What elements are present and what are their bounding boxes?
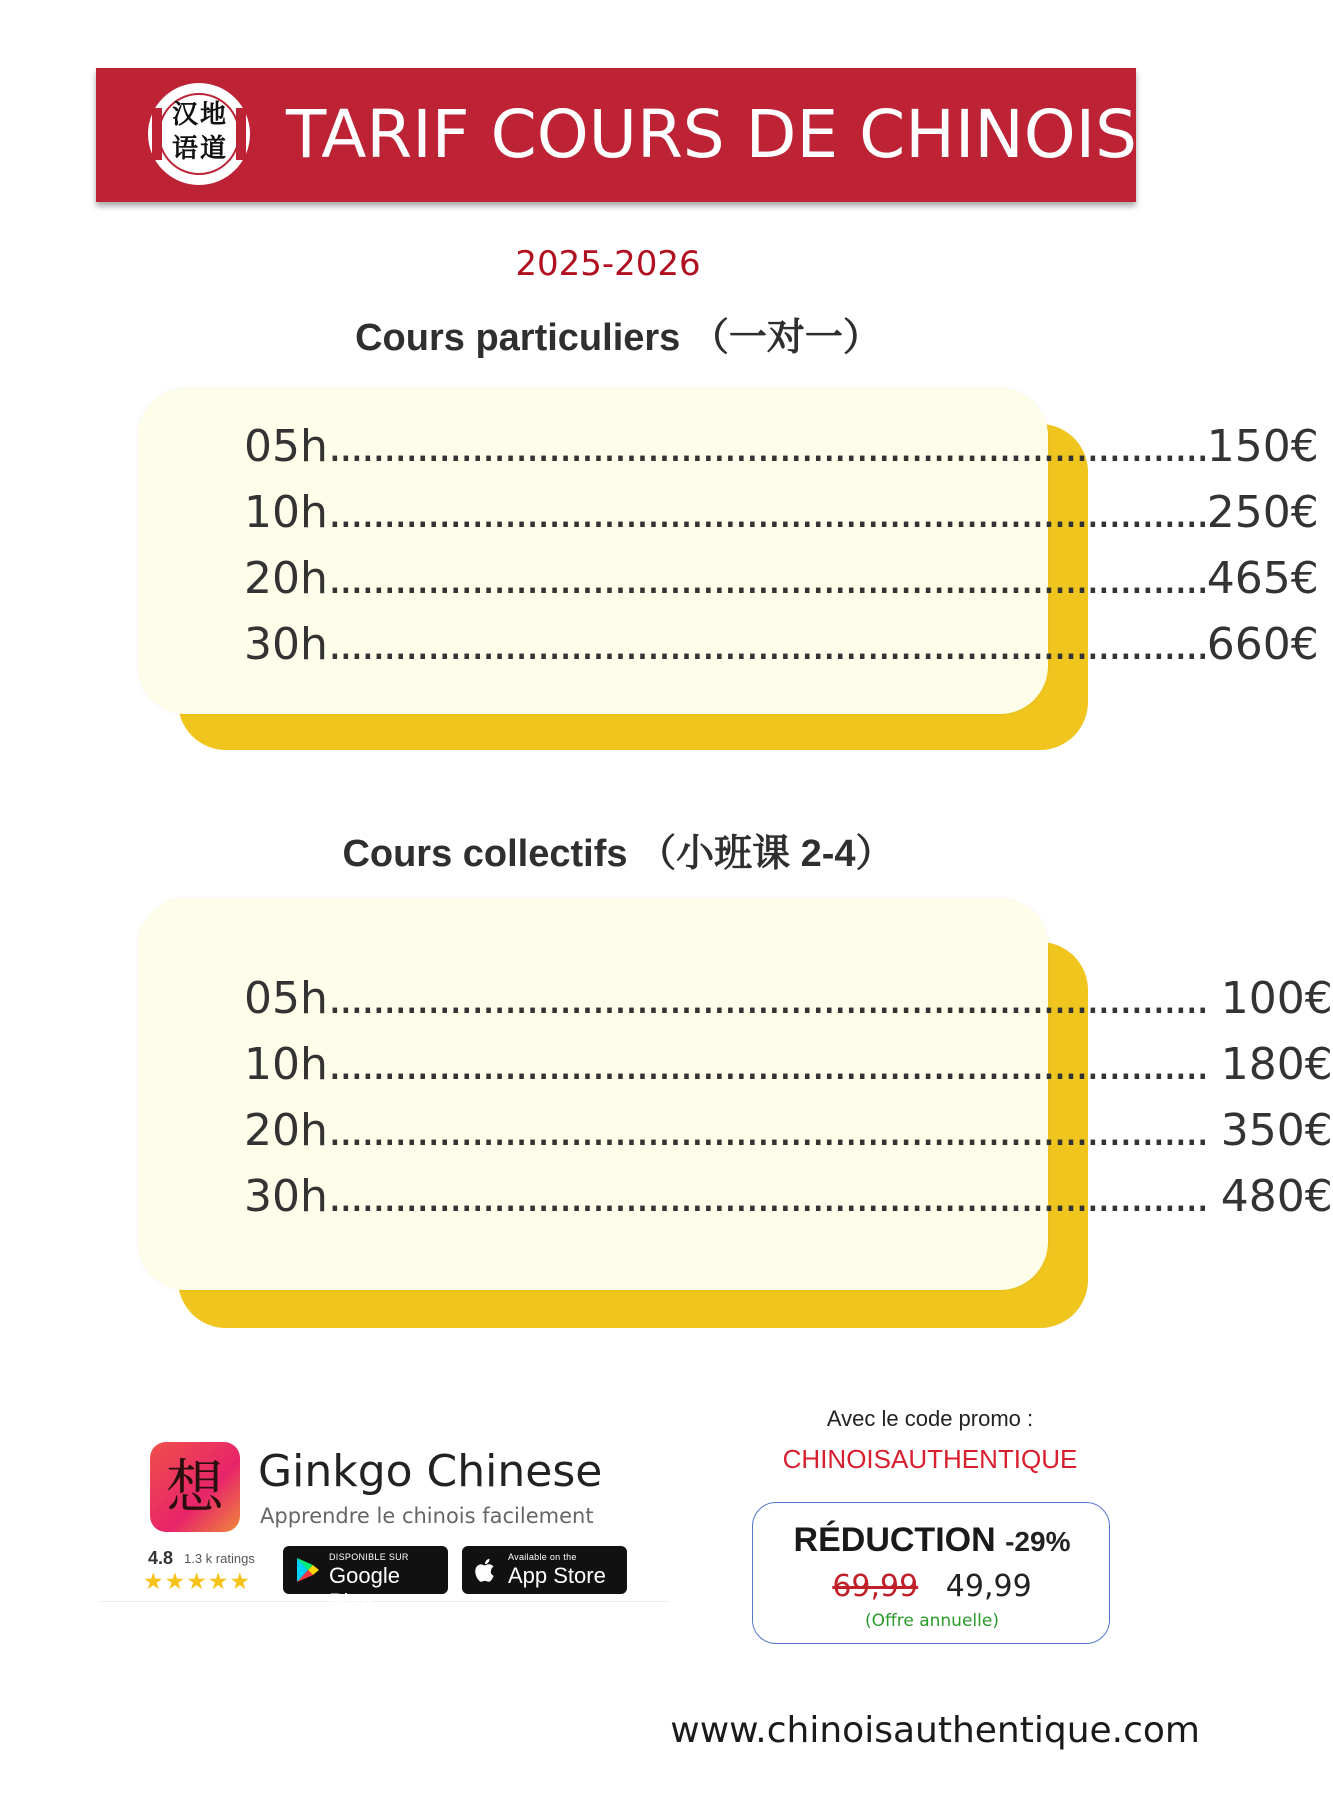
rating-count: 1.3 k ratings <box>184 1551 255 1566</box>
app-glyph: 想 <box>165 1453 224 1521</box>
price-row <box>244 966 1333 1032</box>
dot-leader: ................................................................................ <box>327 553 1207 604</box>
app-store-button[interactable] <box>462 1546 627 1594</box>
logo-left-bar <box>152 108 162 160</box>
duration: 30h <box>244 619 328 670</box>
website-link[interactable]: www.chinoisauthentique.com <box>670 1710 1200 1751</box>
price: 660€ <box>1206 619 1319 670</box>
price-row <box>244 1032 1333 1098</box>
reduction-heading <box>753 1521 1111 1560</box>
dot-leader: ................................................................................ <box>327 1105 1207 1156</box>
dot-leader: ................................................................................ <box>327 421 1207 472</box>
duration: 05h <box>244 421 328 472</box>
price-row <box>244 480 1319 546</box>
duration: 30h <box>244 1171 328 1222</box>
group-lessons-title: Cours collectifs （小班课 2-4） <box>342 833 894 875</box>
private-lessons-title: Cours particuliers （一对一） <box>355 317 881 359</box>
dot-leader: ................................................................................ <box>327 619 1207 670</box>
dot-leader: ................................................................................ <box>327 1039 1207 1090</box>
google-play-button[interactable] <box>283 1546 448 1614</box>
promo-prices <box>753 1569 1111 1604</box>
google-play-small-label: DISPONIBLE SUR <box>329 1552 409 1562</box>
price-row <box>244 546 1319 612</box>
price: 465€ <box>1206 553 1319 604</box>
dot-leader: ................................................................................ <box>327 487 1207 538</box>
price-row <box>244 1098 1333 1164</box>
app-icon[interactable] <box>150 1442 240 1532</box>
reduction-label: RÉDUCTION <box>793 1521 996 1559</box>
logo <box>148 83 250 185</box>
promo-code: CHINOISAUTHENTIQUE <box>782 1444 1078 1474</box>
price-row <box>244 1164 1333 1230</box>
duration: 10h <box>244 487 328 538</box>
header-banner <box>96 68 1136 202</box>
price: 350€ <box>1206 1105 1333 1156</box>
offer-note: (Offre annuelle) <box>865 1611 999 1631</box>
price: 100€ <box>1206 973 1333 1024</box>
promo-intro: Avec le code promo : <box>826 1406 1034 1431</box>
price: 480€ <box>1206 1171 1333 1222</box>
price-row <box>244 414 1319 480</box>
app-store-label: App Store <box>508 1563 606 1588</box>
price: 250€ <box>1206 487 1319 538</box>
dot-leader: ................................................................................ <box>327 973 1207 1024</box>
private-price-list <box>244 414 1319 678</box>
price-row <box>244 612 1319 678</box>
rating-value: 4.8 <box>148 1548 174 1568</box>
duration: 05h <box>244 973 328 1024</box>
duration: 20h <box>244 553 328 604</box>
apple-icon <box>472 1556 500 1584</box>
dot-leader: ................................................................................ <box>327 1171 1207 1222</box>
reduction-percent: -29% <box>1005 1526 1071 1557</box>
duration: 20h <box>244 1105 328 1156</box>
duration: 10h <box>244 1039 328 1090</box>
app-name: Ginkgo Chinese <box>258 1446 603 1497</box>
price: 150€ <box>1206 421 1319 472</box>
app-ad <box>100 1430 670 1614</box>
group-price-list <box>244 966 1333 1230</box>
app-tagline: Apprendre le chinois facilement <box>260 1504 594 1528</box>
school-year: 2025-2026 <box>515 244 701 284</box>
star-rating-icon: ★★★★★ <box>143 1569 252 1595</box>
play-triangle-icon <box>293 1556 321 1584</box>
new-price: 49,99 <box>945 1569 1032 1604</box>
google-play-label: Google Play <box>329 1563 400 1614</box>
logo-text: 汉地 语道 <box>171 100 228 164</box>
page-title: TARIF COURS DE CHINOIS <box>286 96 1138 173</box>
old-price: 69,99 <box>832 1569 919 1604</box>
logo-right-bar <box>236 108 246 160</box>
price: 180€ <box>1206 1039 1333 1090</box>
app-store-small-label: Available on the <box>508 1552 577 1562</box>
promo-box <box>752 1502 1110 1644</box>
